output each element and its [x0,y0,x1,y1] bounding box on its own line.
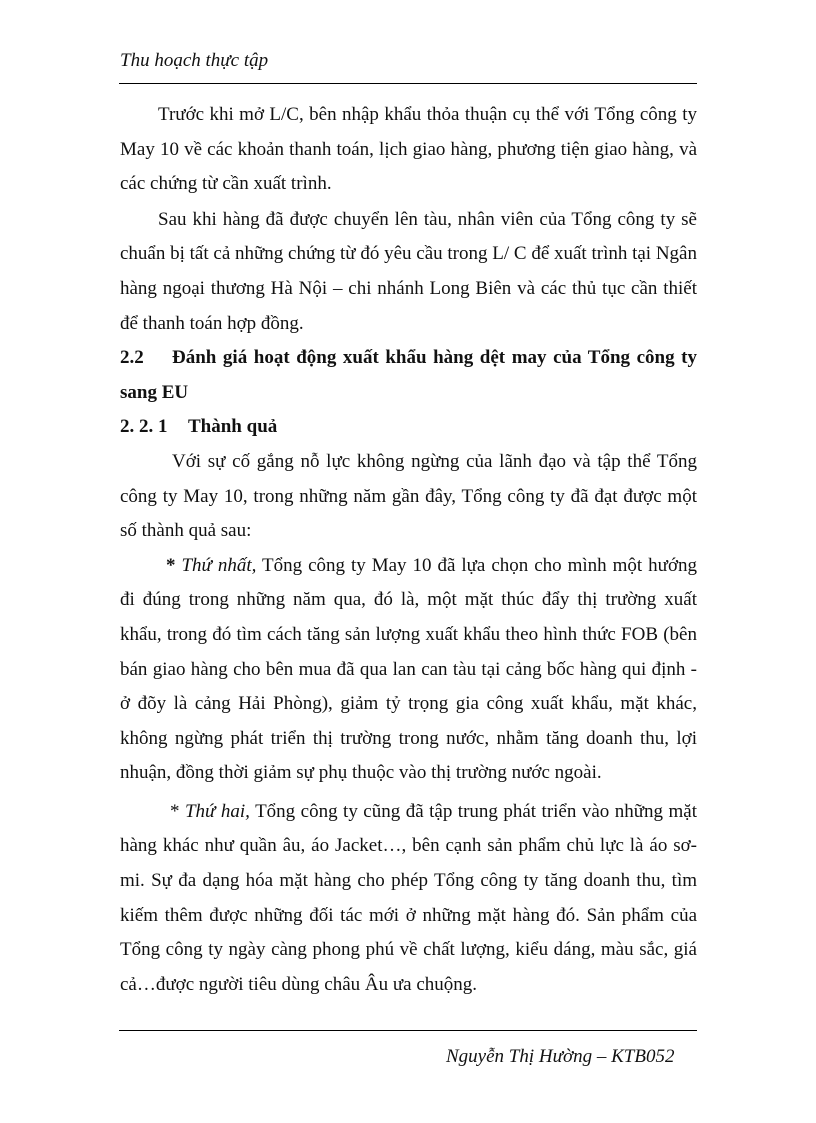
bullet-marker: * [170,800,180,822]
subsection-heading [120,410,697,445]
paragraph [120,549,697,791]
paragraph-lead: Thứ hai, [184,800,250,822]
section-title: Đánh giá hoạt động xuất khẩu hàng dệt may của Tổng công ty sang EU [120,347,697,403]
section-heading [120,341,697,410]
paragraph: Với sự cố gắng nỗ lực không ngừng của lãnh đạo và tập thể Tổng công ty May 10, trong những năm gần đây, Tổng công ty đã đạt được một số thành quả sau: [120,450,697,542]
paragraph-lead: Thứ nhất, [181,554,257,576]
paragraph [120,795,697,1003]
paragraph: Sau khi hàng đã được chuyển lên tàu, nhân viên của Tổng công ty sẽ chuẩn bị tất cả những chứng từ đó yêu cầu trong L/ C để xuất trình tại Ngân hàng ngoại thương Hà Nội – chi nhánh Long Biên và các thủ tục cần thiết để thanh toán hợp đồng. [120,208,697,334]
section-number: 2.2 [120,347,144,369]
header-divider [119,83,697,84]
footer-divider [119,1030,697,1031]
page-footer: Nguyễn Thị Hường – KTB052 [446,1046,675,1067]
subsection-number: 2. 2. 1 [120,416,168,438]
paragraph-text: Tổng công ty cũng đã tập trung phát triển vào những mặt hàng khác như quần âu, áo Jacket…, bên cạnh sản phẩm chủ lực là áo sơ-mi. Sự đa dạng hóa mặt hàng cho phép Tổng công ty tăng doanh thu, tìm kiếm thêm được những đối tác mới ở những mặt hàng đó. Sản phẩm của Tổng công ty ngày càng phong phú về chất lượng, kiểu dáng, màu sắc, giá cả…được người tiêu dùng châu Âu ưa chuộng. [120,800,697,995]
paragraph-text: Tổng công ty May 10 đã lựa chọn cho mình một hướng đi đúng trong những năm qua, đó là, một mặt thúc đẩy thị trường xuất khẩu, trong đó tìm cách tăng sản lượng xuất khẩu theo hình thức FOB (bên bán giao hàng cho bên mua đã qua lan can tàu tại cảng bốc hàng qui định - ở đõy là cảng Hải Phòng), giảm tỷ trọng gia công xuất khẩu, mặt khác, không ngừng phát triển thị trường trong nước, nhằm tăng doanh thu, lợi nhuận, đồng thời giảm sự phụ thuộc vào thị trường nước ngoài. [120,554,697,784]
page-header: Thu hoạch thực tập [120,50,269,71]
document-body [120,98,697,1002]
bullet-marker: * [166,554,176,576]
subsection-title: Thành quả [188,416,278,438]
paragraph: Trước khi mở L/C, bên nhập khẩu thỏa thuận cụ thể với Tổng công ty May 10 về các khoản thanh toán, lịch giao hàng, phương tiện giao hàng, và các chứng từ cần xuất trình. [120,104,697,195]
